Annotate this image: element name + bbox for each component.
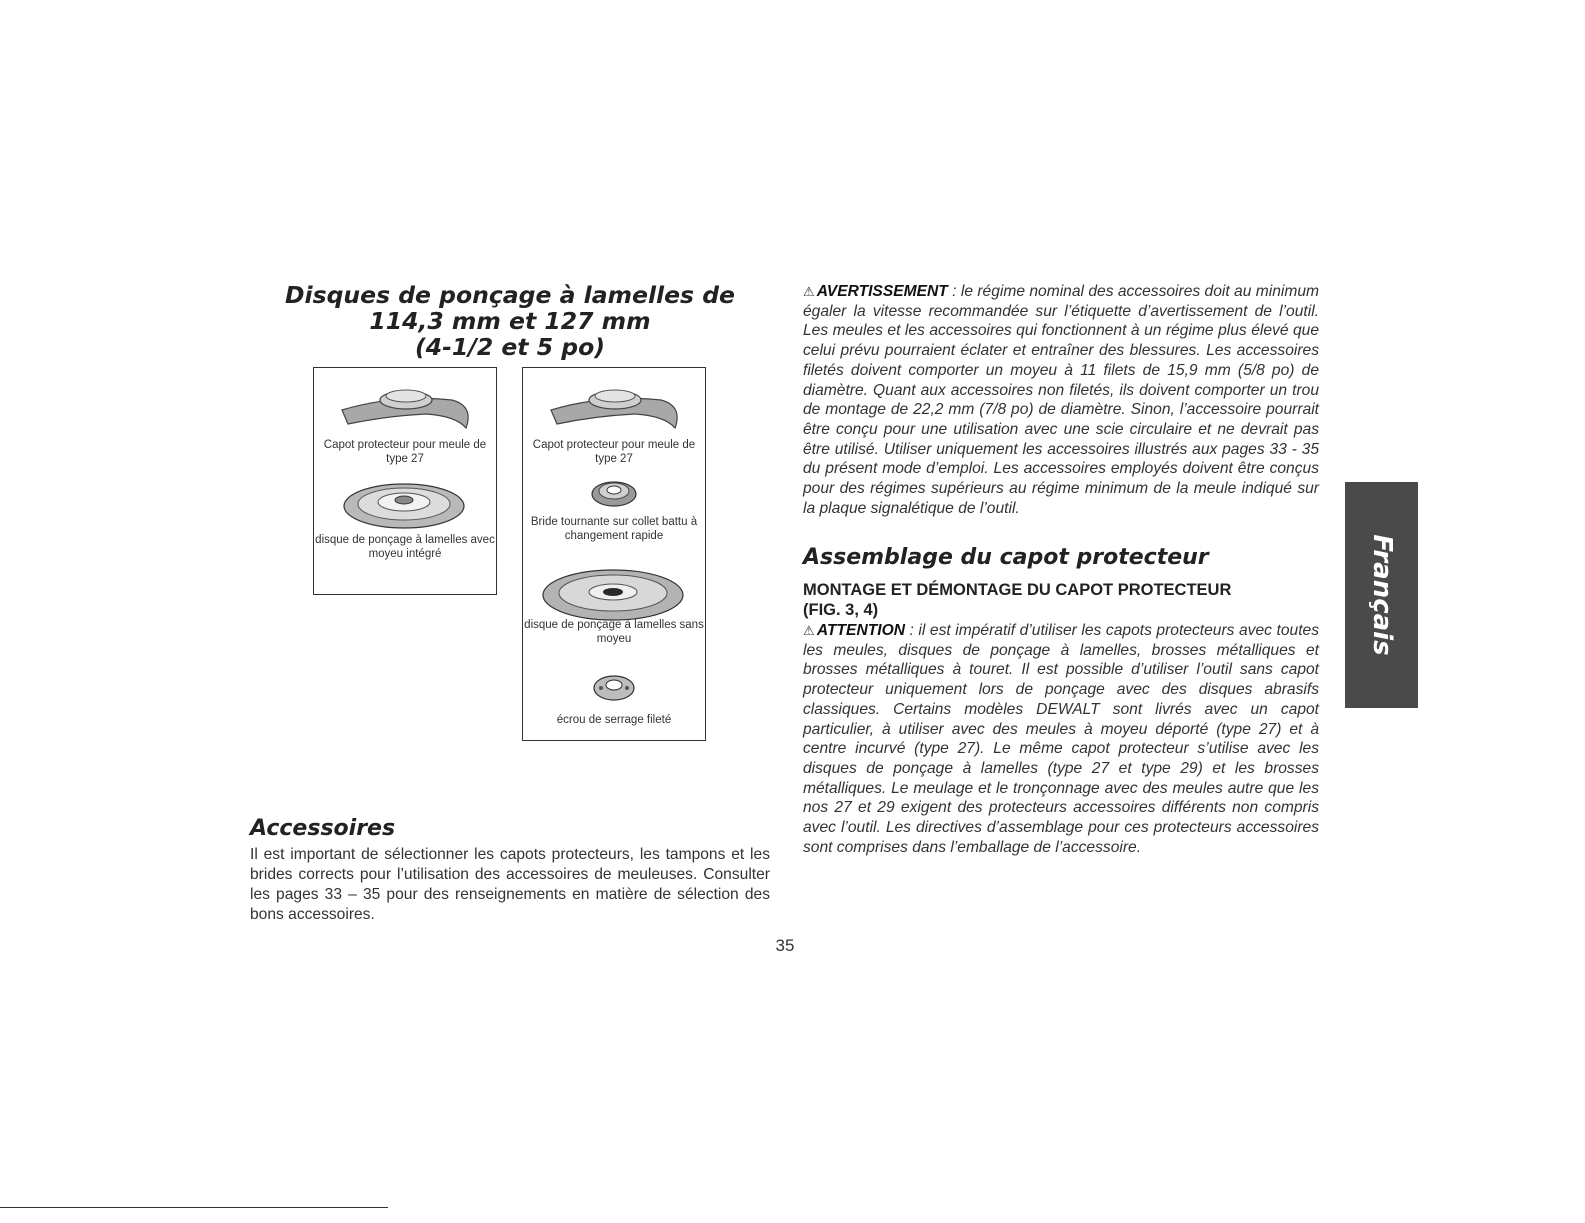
caption-guard: Capot protecteur pour meule de type 27 bbox=[323, 439, 487, 465]
accessoires-paragraph: Il est important de sélectionner les capots protecteurs, les tampons et les brides corrects pour l’utilisation des accessoires de meuleuses. Consulter les pages 33 – 35 pour des renseignements en matière de sélection des bons accessoires. bbox=[250, 846, 770, 923]
caption-flap-disc-no-hub: disque de ponçage à lamelles sans moyeu bbox=[524, 619, 704, 645]
figure-box-with-hub bbox=[313, 367, 497, 595]
warning-paragraph bbox=[803, 282, 1319, 518]
section-title-assemblage: Assemblage du capot protecteur bbox=[803, 545, 1209, 570]
figure-box-without-hub bbox=[522, 367, 706, 741]
caption-guard: Capot protecteur pour meule de type 27 bbox=[532, 439, 696, 465]
flap-disc-no-hub-illustration bbox=[538, 565, 688, 623]
flange-illustration bbox=[589, 472, 639, 512]
guard-illustration bbox=[545, 376, 685, 436]
flap-disc-hub-illustration bbox=[339, 478, 469, 530]
subsection-heading-montage bbox=[803, 580, 1231, 620]
bottom-rule bbox=[0, 1207, 388, 1208]
montage-heading-line-1: MONTAGE ET DÉMONTAGE DU CAPOT PROTECTEUR bbox=[803, 581, 1232, 599]
nut-illustration bbox=[589, 668, 639, 704]
caption-flap-disc-hub: disque de ponçage à lamelles avec moyeu intégré bbox=[315, 534, 495, 560]
language-tab bbox=[1345, 482, 1418, 708]
language-tab-label: Français bbox=[1366, 534, 1397, 656]
warning-text: : le régime nominal des accessoires doit au minimum égaler la vitesse recommandée sur l’étiquette d’avertissement de l’outil. Les meules et les accessoires qui fonctionnent à un régime plus élevé que celui prévu pourraient éclater et entraîner des blessures. Les accessoires filetés doivent comporter un moyeu à 11 filets de 15,9 mm (5/8 po) de diamètre. Quant aux accessoires non filetés, ils doivent comporter un trou de montage de 22,2 mm (7/8 po) de diamètre. Sinon, l’accessoire pourrait être conçu pour une utilisation avec une scie circulaire et ne devrait pas être utilisé. Utiliser uniquement les accessoires illustrés aux pages 33 - 35 du présent mode d’emploi. Les accessoires employés doivent être conçus pour des régimes supérieurs au régime minimum de la meule indiqué sur la plaque signalétique de l’outil. bbox=[803, 283, 1319, 517]
caption-nut: écrou de serrage fileté bbox=[556, 714, 672, 726]
section-title-accessoires: Accessoires bbox=[250, 816, 396, 841]
attention-lead: ATTENTION bbox=[816, 622, 905, 639]
caption-flange: Bride tournante sur collet battu à changement rapide bbox=[530, 516, 698, 542]
section-title-flap-discs bbox=[250, 282, 770, 360]
page-number: 35 bbox=[775, 936, 795, 955]
montage-heading-line-2: (FIG. 3, 4) bbox=[803, 601, 879, 619]
warning-icon: ⚠ bbox=[803, 623, 815, 638]
guard-illustration bbox=[336, 376, 476, 436]
title-line-1: Disques de ponçage à lamelles de bbox=[285, 281, 735, 309]
title-line-3: (4-1/2 et 5 po) bbox=[415, 333, 605, 361]
attention-paragraph bbox=[803, 621, 1319, 857]
attention-text: : il est impératif d’utiliser les capots protecteurs avec toutes les meules, disques de ponçage à lamelles, brosses métalliques et brosses métalliques à touret. Il est possible d’utiliser l’outil sans capot protecteur uniquement lors de ponçage avec des disques abrasifs classiques. Certains modèles DEWALT sont livrés avec un capot particulier, à utiliser avec des meules à moyeu déporté (type 27) et à centre incurvé (type 27). Le même capot protecteur s’utilise avec les disques de ponçage à lamelles (type 27 et type 29) et les brosses métalliques. Le meulage et le tronçonnage avec des meules autre que les nos 27 et 29 exigent des protecteurs accessoires différents non compris avec l’outil. Les directives d’assemblage pour ces protecteurs accessoires sont comprises dans l’emballage de l’accessoire. bbox=[803, 622, 1319, 856]
title-line-2: 114,3 mm et 127 mm bbox=[369, 307, 651, 335]
warning-icon: ⚠ bbox=[803, 284, 815, 299]
warning-lead: AVERTISSEMENT bbox=[816, 283, 948, 300]
